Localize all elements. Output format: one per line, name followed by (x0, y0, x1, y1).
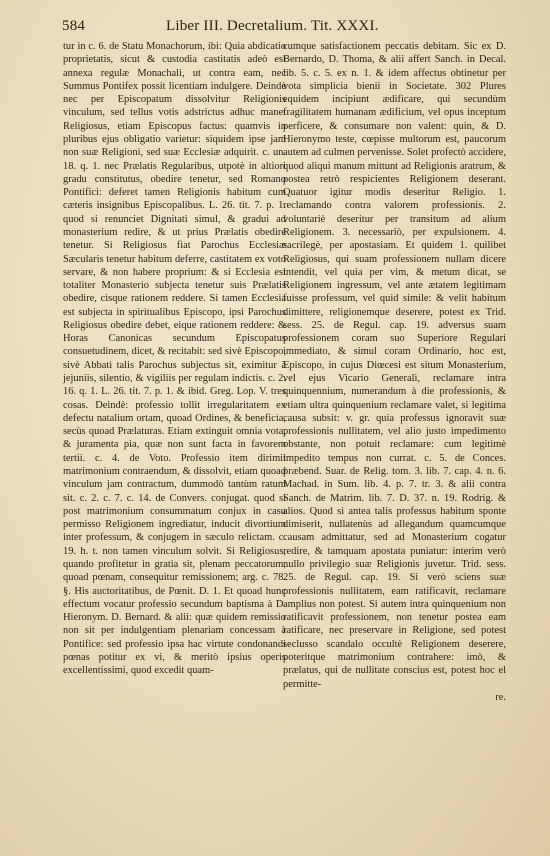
page-number: 584 (62, 18, 86, 34)
running-header (62, 18, 502, 40)
left-column (63, 40, 286, 678)
right-column-end: re. (495, 691, 506, 703)
right-column (283, 40, 506, 704)
right-column-text: cumque satisfactionem peccatis debitam. Sic ex D. Bernardo, D. Thoma, & alii affert Sanch. in Decal. lib. 5. c. 5. ex n. 1. & idem affectus obtinetur per vota simplicia bienii in Societate. 302 Plures equidem incipiunt ædificare, qui secundùm fragilitatem humanam ædificium, vel opus inceptum perficere, & consumare non valent: quin, & D. Hieronymo teste, cœpisse multorum est, paucorum autem ad culmen pervenisse. Solet profectò accidere, quod aliqui manum mittunt ad Religionis aratrum, & postea retrò respicientes Religionem deserant. Quatuor igitur modis deseritur Religio. 1. reclamando contra valorem professionis. 2. voluntariè deseritur per transitum ad alium Religionem. 3. necessariò, per expulsionem. 4. sacrilegè, per apostasiam. Et quidem 1. quilibet Religiosus, qui suam professionem nullam dicere intendit, vel quia per vim, & metum dicat, se Religionem ingressum, vel ante ætatem legitimam fuisse professum, vel quid simile: & velit habitum dimittere, religionemque deserere, potest ex Trid. sess. 25. de Regul. cap. 19. adversus suam professionem coram suo Superiore Regulari immediato, & simul coram Ordinario, hoc est, Episcopo, in cujus Diœcesi est situm Monasterium, vel ejus Vicario Generali, reclamare intra quinquennium, numerandum à die professionis, & etiam ultra quinquenium reclamare valet, si legitima causa subsit: v. gr. quia professus ignoravit suæ professionis nullitatem, vel alio justo impedimento obstante, non potuit reclamare: cum legitimè impedito tempus non currat. c. 5. de Conces. præbend. Suar. de Relig. tom. 3. lib. 7. cap. 4. n. 6. Machad. in Sum. lib. 4. p. 7. tr. 3. & alii contra Sanch. de Matrim. lib. 7. D. 37. n. 19. Rodrig. & alios. Quod si antea talis professus habitum sponte dimiserit, nullatenùs ad allegandum quamcumque causam admittatur, sed ad Monasterium cogatur redire, & tamquam apostata puniatur: interim verò nullo privilegio suæ Religionis juvetur. Trid. sess. 25. de Regul. cap. 19. Si verò sciens suæ professionis nullitatem, eam ratificavit, reclamare amplius non potest. Si autem intra quinquenium non ratificavit professionem, non tenetur postea eam ratificare, nec preservare in Religione, sed potest seclusso scandalo occultè Religionem deserere, poteritque matrimonium contrahere: imò, & prælatus, qui de nullitate conscius est, potest hoc el permitte- (283, 41, 506, 690)
left-column-text: tur in c. 6. de Statu Monachorum, ibi: Quia abdicatio proprietatis, sicut & custodia castitatis adeò est annexa regulæ Monachali, ut contra eam, nec Summus Pontifex possit licentiam indulgere. Deindè nec per Episcopatum dissolvitur Religionis vinculum, sed tellus votis adstrictus adhuc manet Religiosus, etiam Episcopus factus: quamvis in pluribus ejus obligatio varietur: siquidem ipse jam non suæ Religioni, sed suæ Ecclesiæ adquirit. c. un. 18. q. 1. nec Prælatis Regularibus, utpotè in altiori gradu constitutus, obedire tenetur, sed Romano Pontifici: deferet tamen Religionis habitum cum cæteris insignibus Episcopalibus. L. 26. tit. 7. p. 1. quod si renunciet Dignitati simul, & gradui ad monasterium redire, & ut prius Prælatis obedire tenetur. Si Religiosus fiat Parochus Ecclesiæ Sæcularis tenetur habitum deferre, castitatem ex voto servare, & non habere proprium: & si Ecclesia est totaliter Monasterio subjecta tenetur suis Prælatis obedire, cisque rationem reddere. Si tamen Ecclesia est subjecta in spiritualibus Episcopo, ipsi Parochus Religiosus obedire debet, eique rationem reddere: & Horas Canonicas secundum Episcopatus consuetudinem, dicet, & recitabit: sed sivè Episcopo, sivè Abbati talis Parochus subjectus sit, eximitur à jejuniis, silentio, & vigiliis per regulam indictis. c. 2. 16. q. 1. L. 26. tit. 7. p. 1. & ibid. Greg. Lop. V. tres cosas. Deindè: professio tollit irregularitatem ex defectu natalium ortam, quoad Ordines, & beneficia, secùs quoad Prælaturas. Etiam extinguit omnia vota, & juramenta pia, quæ non sunt facta in favorem tertii. c. 4. de Voto. Professio item dirimit matrimonium contraendum, & dissolvit, etiam quoad vinculum jam contractum, dummodò tantùm ratum sit. c. 2. c. 7. c. 14. de Convers. conjugat. quod si post matrimonium consummatum conjux in casu permisso Religionem ingrediatur, inducit divortium inter professum, & conjugem in sæculo relictam. c. 19. h. t. non tamen vinculum solvit. Si Religiosus, quando profitetur in gratia sit, plenam peccatorum, quoad pœnam, consequitur remissionem; arg. c. 78. §. His auctoritatibus, de Pœnit. D. 1. Et quoad hunc effectum vocatur professio secundum baptisma à D. Hieronym. D. Bernard. & alii: quæ quidem remissio non sit per indulgentiam plenariam concessam à Pontifice: sed professio ipsa hac virtute condonandi pœnas potitur ex vi, & meritò ipsius operis excellentissimi, quod excedit quam- (63, 41, 286, 677)
running-title: Liber III. Decretalium. Tit. XXXI. (166, 18, 379, 34)
